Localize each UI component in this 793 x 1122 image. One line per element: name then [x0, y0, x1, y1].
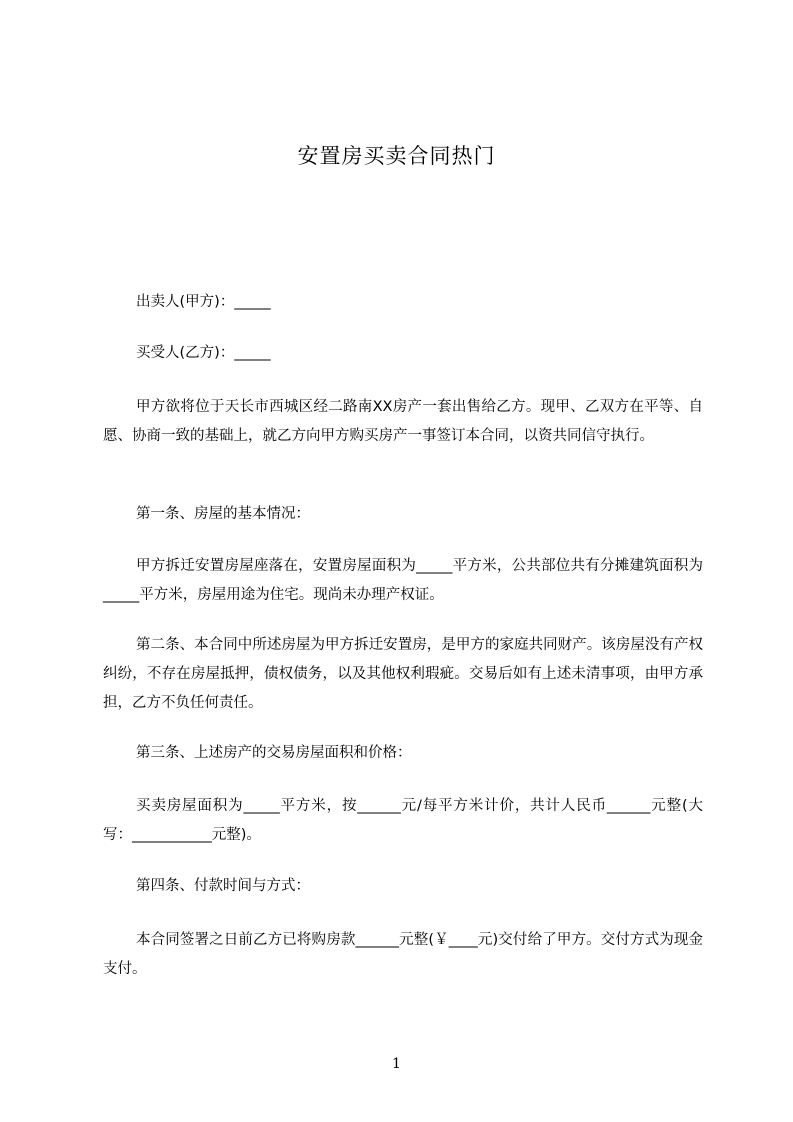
article-3-heading: 第三条、上述房产的交易房屋面积和价格： [136, 745, 412, 761]
article-4-heading: 第四条、付款时间与方式： [136, 878, 310, 894]
preamble-paragraph: 甲方欲将位于天长市西城区经二路南XX房产一套出售给乙方。现甲、乙双方在平等、自愿、协商一致的基础上，就乙方向甲方购买房产一事签订本合同，以资共同信守执行。 [103, 399, 703, 444]
seller-line: 出卖人(甲方)：_____ [136, 294, 271, 310]
article-1-body: 甲方拆迁安置房屋座落在，安置房屋面积为_____平方米，公共部位共有分摊建筑面积为_____平方米，房屋用途为住宅。现尚未办理产权证。 [103, 558, 703, 603]
buyer-line: 买受人(乙方)：_____ [136, 345, 271, 361]
article-3-body: 买卖房屋面积为_____平方米，按______元/每平方米计价，共计人民币______元整(大写：___________元整)。 [103, 798, 703, 843]
article-4-body: 本合同签署之日前乙方已将购房款______元整(￥____元)交付给了甲方。交付方式为现金支付。 [103, 932, 703, 977]
document-title: 安置房买卖合同热门 [297, 144, 496, 168]
article-1-heading: 第一条、房屋的基本情况： [136, 506, 310, 522]
page-number: 1 [392, 1056, 401, 1072]
article-2-paragraph: 第二条、本合同中所述房屋为甲方拆迁安置房，是甲方的家庭共同财产。该房屋没有产权纠纷，不存在房屋抵押，债权债务，以及其他权利瑕疵。交易后如有上述未清事项，由甲方承担，乙方不负任何责任。 [103, 637, 703, 711]
